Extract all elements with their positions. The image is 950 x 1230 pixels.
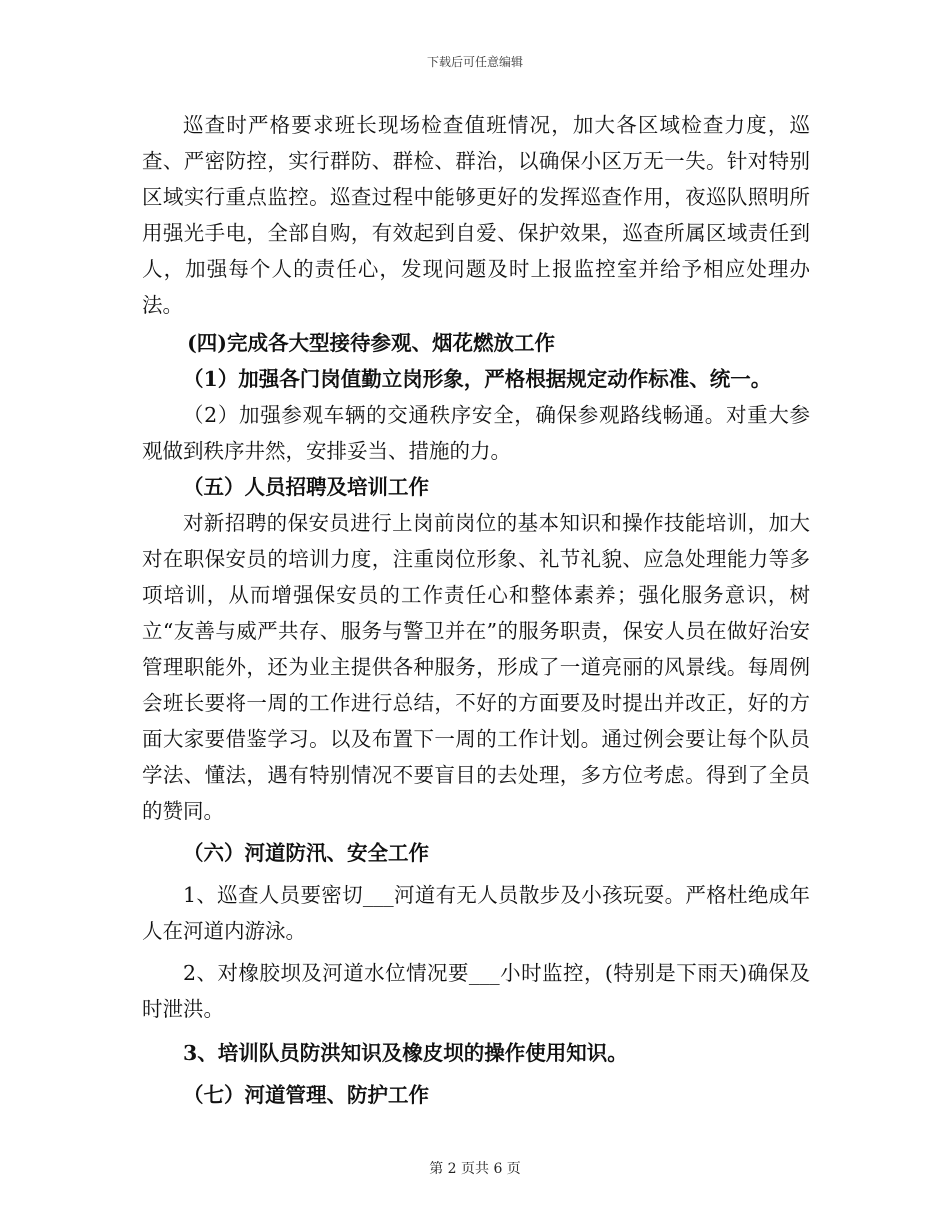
document-body (142, 107, 810, 1113)
heading-section-7: （七）河道管理、防护工作 (183, 1083, 429, 1107)
paragraph-patrol: 巡查时严格要求班长现场检查值班情况，加大各区域检查力度，巡查、严密防控，实行群防、群检、群治，以确保小区万无一失。针对特别区域实行重点监控。巡查过程中能够更好的发挥巡查作用，夜巡队照明所用强光手电，全部自购，有效起到自爱、保护效果，巡查所属区域责任到人，加强每个人的责任心，发现问题及时上报监控室并给予相应处理办法。 (142, 113, 810, 317)
page-header: 下载后可任意编辑 (426, 55, 523, 69)
heading-section-6: （六）河道防汛、安全工作 (183, 841, 429, 865)
item-6-3: 3、培训队员防洪知识及橡皮坝的操作使用知识。 (183, 1041, 628, 1065)
item-6-1: 1、巡查人员要密切___河道有无人员散步及小孩玩耍。严格杜绝成年人在河道内游泳。 (142, 883, 810, 943)
paragraph-recruitment: 对新招聘的保安员进行上岗前岗位的基本知识和操作技能培训，加大对在职保安员的培训力度，注重岗位形象、礼节礼貌、应急处理能力等多项培训，从而增强保安员的工作责任心和整体素养；强化服务意识，树立“友善与威严共存、服务与警卫并在”的服务职责，保安人员在做好治安管理职能外，还为业主提供各种服务，形成了一道亮丽的风景线。每周例会班长要将一周的工作进行总结，不好的方面要及时提出并改正，好的方面大家要借鉴学习。以及布置下一周的工作计划。通过例会要让每个队员学法、懂法，遇有特别情况不要盲目的去处理，多方位考虑。得到了全员的赞同。 (142, 511, 810, 823)
page-number: 第 2 页共 6 页 (429, 1161, 521, 1177)
item-4-2: （2）加强参观车辆的交通秩序安全，确保参观路线畅通。对重大参观做到秩序井然，安排妥当、措施的力。 (142, 403, 810, 463)
heading-section-5: （五）人员招聘及培训工作 (183, 475, 429, 499)
item-4-1: （1）加强各门岗值勤立岗形象，严格根据规定动作标准、统一。 (183, 367, 772, 391)
heading-section-4: (四)完成各大型接待参观、烟花燃放工作 (187, 331, 555, 355)
item-6-2: 2、对橡胶坝及河道水位情况要___小时监控，(特别是下雨天)确保及时泄洪。 (142, 961, 810, 1021)
